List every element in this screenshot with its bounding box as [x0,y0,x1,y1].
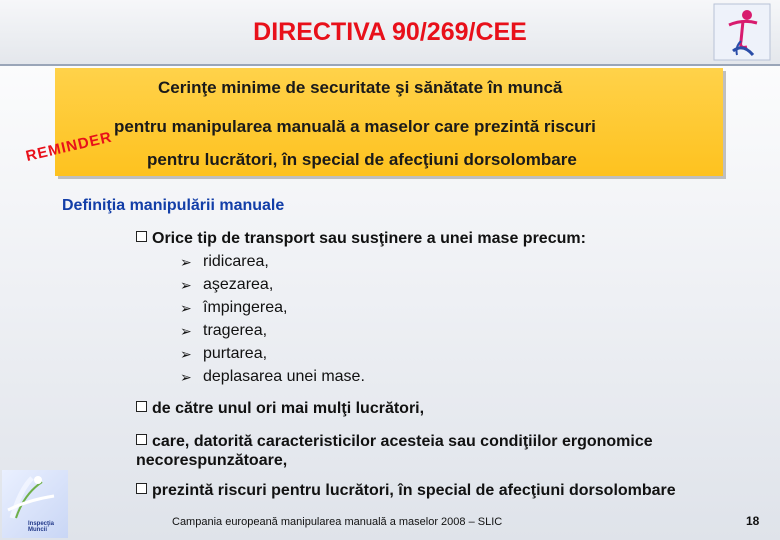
topic-banner [55,68,723,176]
sub-item: aşezarea, [203,276,274,293]
arrow-bullet-icon: ➢ [180,323,192,339]
header-divider [0,64,780,66]
checkbox-bullet-icon [136,401,147,412]
checkbox-bullet-icon [136,231,147,242]
arrow-bullet-icon: ➢ [180,369,192,385]
bullet-4-text: prezintă riscuri pentru lucrători, în special de afecţiuni dorsolombare [152,482,676,499]
section-heading: Definiţia manipulării manuale [62,197,285,214]
logo-caption [28,521,54,533]
figure-logo-icon [713,3,771,61]
bullet-1-text: Orice tip de transport sau susţinere a unei mase precum: [152,230,586,247]
bullet-2 [136,400,424,418]
bullet-1 [136,230,586,248]
sub-item: tragerea, [203,322,268,339]
inspectia-muncii-logo [2,470,68,538]
sub-item: împingerea, [203,299,288,316]
banner-line-2: pentru manipularea manuală a maselor care prezintă riscuri [114,117,596,136]
logo-caption-line-2: Muncii [28,527,47,533]
checkbox-bullet-icon [136,483,147,494]
sub-item: deplasarea unei mase. [203,368,365,385]
slide-title: DIRECTIVA 90/269/CEE [253,18,527,46]
sub-item: ridicarea, [203,253,269,270]
arrow-bullet-icon: ➢ [180,254,192,270]
footer-campaign-text: Campania europeană manipularea manuală a maselor 2008 – SLIC [172,516,503,528]
checkbox-bullet-icon [136,434,147,445]
reminder-stamp: REMINDER [24,128,114,165]
page-number: 18 [746,514,760,528]
bullet-4 [136,482,676,500]
arrow-bullet-icon: ➢ [180,300,192,316]
bullet-3 [136,433,653,451]
banner-line-3: pentru lucrători, în special de afecţiuni dorsolombare [147,150,577,169]
bullet-3-text: care, datorită caracteristicilor acesteia sau condiţiilor ergonomice [152,433,653,450]
arrow-bullet-icon: ➢ [180,277,192,293]
arrow-bullet-icon: ➢ [180,346,192,362]
logo-caption-line-1: Inspecţia [28,521,55,527]
bullet-2-text: de către unul ori mai mulţi lucrători, [152,400,425,417]
sub-item: purtarea, [203,345,268,362]
bullet-3-continuation: necorespunzătoare, [136,452,288,469]
banner-line-1: Cerinţe minime de securitate şi sănătate în muncă [158,78,563,97]
